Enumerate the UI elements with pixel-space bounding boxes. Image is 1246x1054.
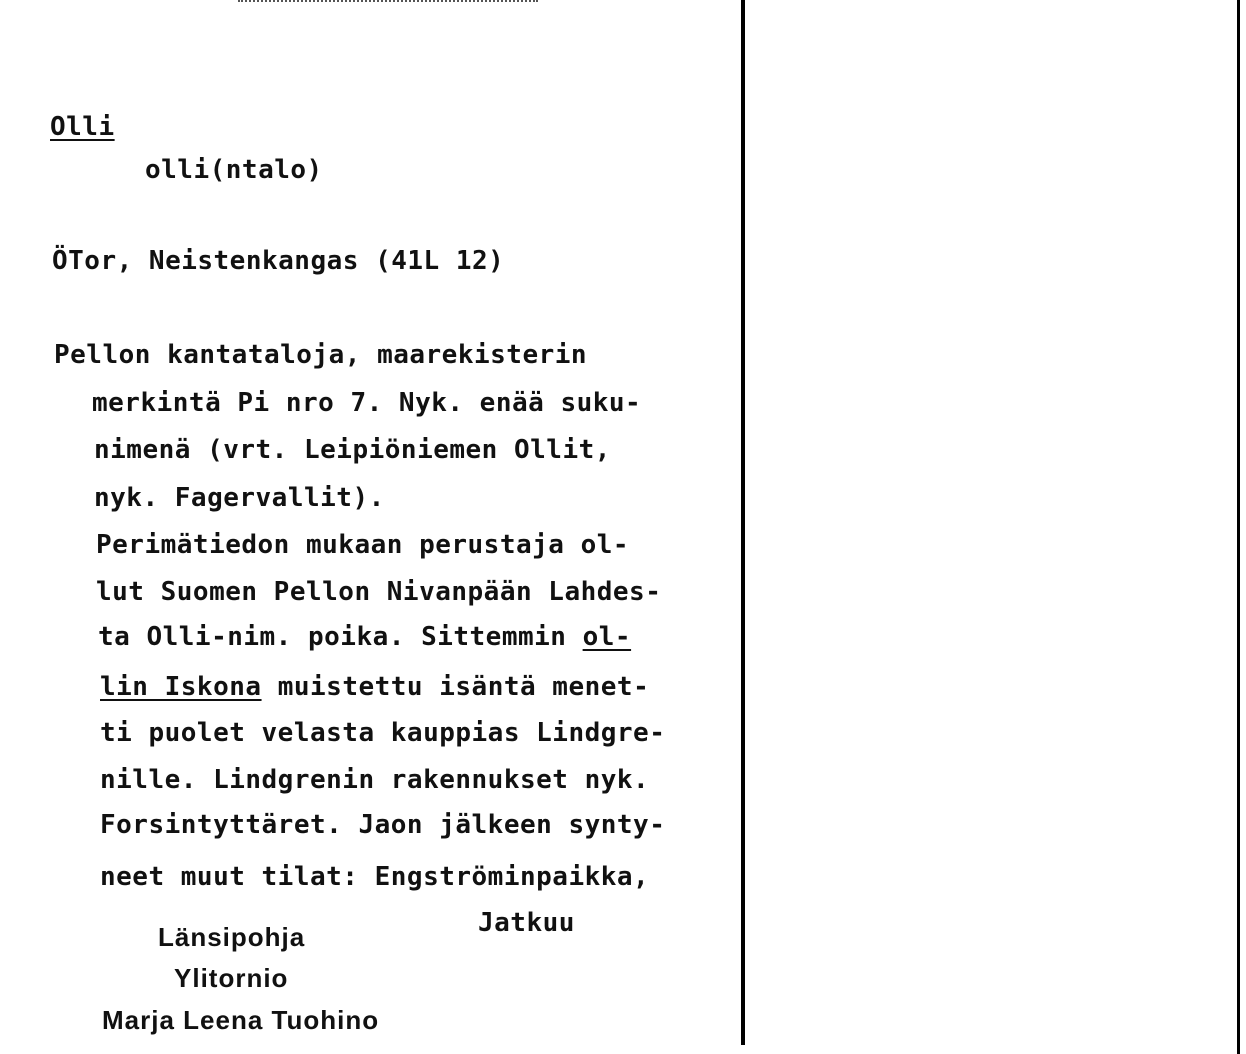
underlined-name-part: ol- [582, 622, 632, 652]
continued-note: Jatkuu [478, 908, 575, 938]
stamp-region: Länsipohja [158, 922, 306, 952]
body-line [98, 622, 631, 652]
body-line: nyk. Fagervallit). [94, 483, 385, 513]
body-line: Perimätiedon mukaan perustaja ol- [96, 530, 630, 560]
body-line: merkintä Pi nro 7. Nyk. enää suku- [92, 388, 642, 418]
entry-subheading: olli(ntalo) [145, 155, 323, 185]
top-dotted-mark [238, 0, 538, 5]
stamp-parish: Ylitornio [174, 963, 289, 993]
body-text: muistettu isäntä menet- [261, 672, 650, 702]
body-line: neet muut tilat: Engströminpaikka, [100, 862, 650, 892]
body-line: lut Suomen Pellon Nivanpään Lahdes- [96, 577, 662, 607]
entry-location: ÖTor, Neistenkangas (41L 12) [52, 246, 505, 276]
body-line: nille. Lindgrenin rakennukset nyk. [100, 765, 650, 795]
underlined-name: lin Iskona [100, 672, 262, 702]
body-line: Pellon kantataloja, maarekisterin [54, 340, 588, 370]
body-line: nimenä (vrt. Leipiöniemen Ollit, [94, 435, 611, 465]
body-text: ta Olli-nim. poika. Sittemmin [98, 622, 583, 652]
body-line: ti puolet velasta kauppias Lindgre- [100, 718, 666, 748]
stamp-collector: Marja Leena Tuohino [102, 1005, 380, 1035]
right-edge-line [1237, 0, 1240, 1054]
body-line: Forsintyttäret. Jaon jälkeen synty- [100, 810, 666, 840]
entry-heading: Olli [50, 112, 115, 142]
body-line [100, 672, 649, 702]
card-edge-line [741, 0, 745, 1045]
